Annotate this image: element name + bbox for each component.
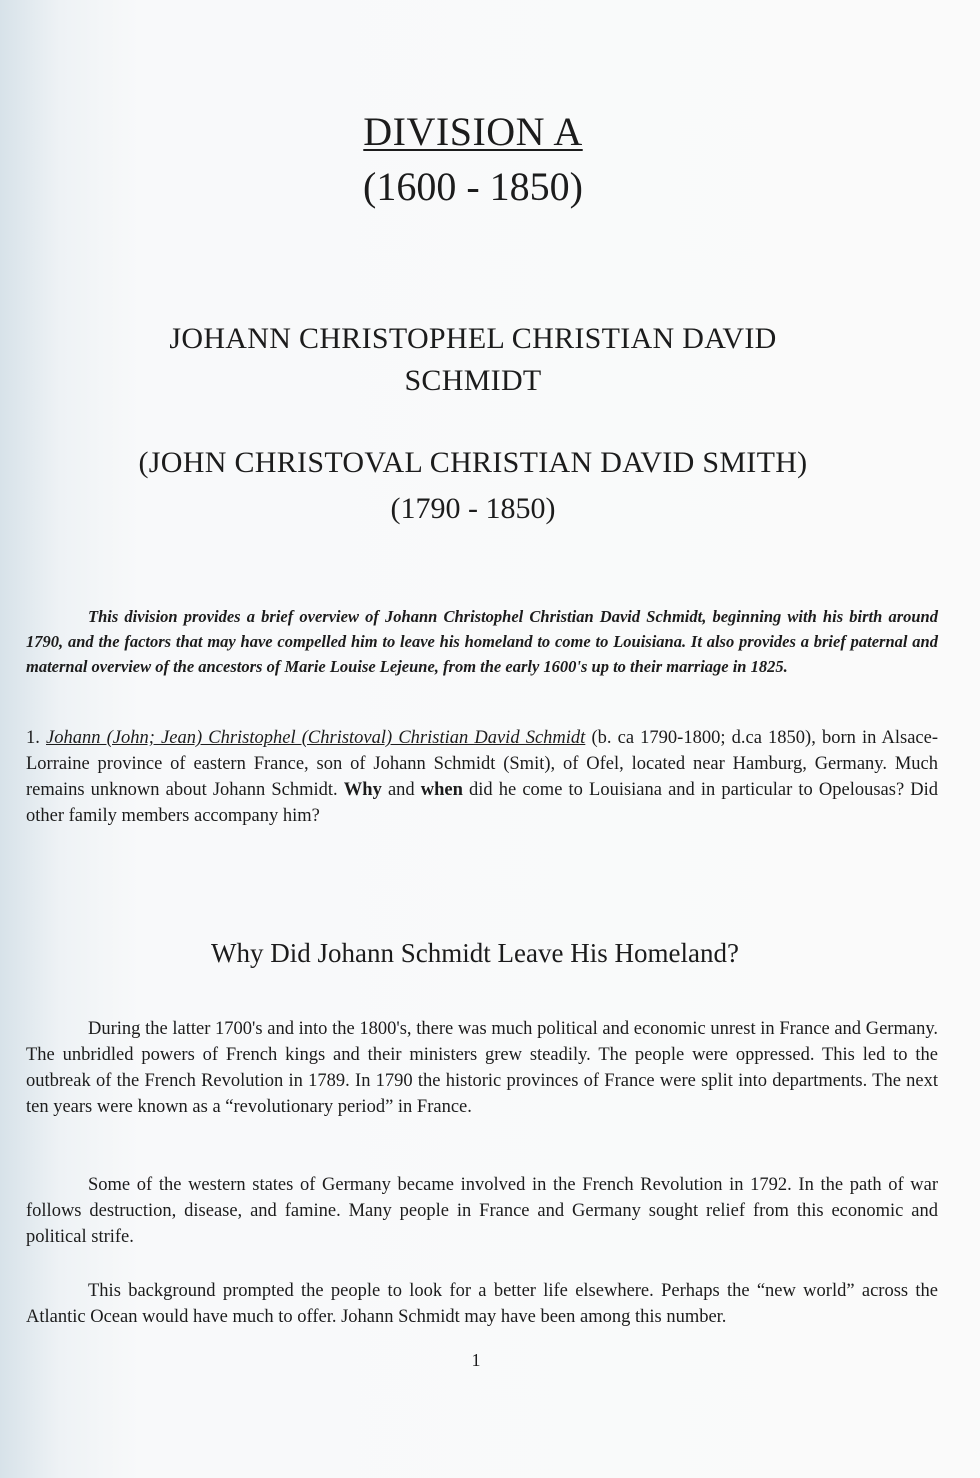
division-title: DIVISION A [363,109,583,154]
entry-text-b: did he come to Louisiana and in particular to Opelousas? Did other family members accompany him? [26,780,939,826]
entry-number: 1. [26,728,40,748]
person-name [0,318,946,402]
entry-text-a: (b. ca 1790-1800; d.ca 1850), born in Alsace-Lorraine province of eastern France, son of Johann Schmidt (Smit), of Ofel, located near Hamburg, Germany. Much remains unknown about Johann Schmidt. [26,728,939,800]
division-intro: This division provides a brief overview of Johann Christophel Christian David Schmidt, beginning with his birth around 1790, and the factors that may have compelled him to leave his homeland to come to Louisiana. It also provides a brief paternal and maternal overview of the ancestors of Marie Louise Lejeune, from the early 1600's up to their marriage in 1825. [26,607,938,676]
page-number: 1 [471,1350,481,1370]
division-dates: (1600 - 1850) [363,164,583,209]
section-paragraph: This background prompted the people to look for a better life elsewhere. Perhaps the “new world” across the Atlantic Ocean would have much to offer. Johann Schmidt may have been among this number. [26,1281,938,1327]
genealogy-entry [26,725,938,829]
person-dates: (1790 - 1850) [390,492,556,525]
person-alt-name: (JOHN CHRISTOVAL CHRISTIAN DAVID SMITH) [138,446,808,479]
entry-when: when [420,780,463,800]
section-paragraph: During the latter 1700's and into the 1800's, there was much political and economic unrest in France and Germany. The unbridled powers of French kings and their ministers grew steadily. The people were oppressed. This led to the outbreak of the French Revolution in 1789. In 1790 the historic provinces of France were split into departments. The next ten years were known as a “revolutionary period” in France. [26,1019,938,1117]
person-name-line2: SCHMIDT [404,364,542,397]
entry-and: and [387,780,415,800]
person-name-line1: JOHANN CHRISTOPHEL CHRISTIAN DAVID [169,322,777,355]
section-heading: Why Did Johann Schmidt Leave His Homeland? [211,938,739,968]
section-paragraph: Some of the western states of Germany became involved in the French Revolution in 1792. In the path of war follows destruction, disease, and famine. Many people in France and Germany sought relief from this economic and political strife. [26,1175,938,1247]
entry-person-name: Johann (John; Jean) Christophel (Christoval) Christian David Schmidt [46,728,586,748]
entry-why: Why [343,780,382,800]
